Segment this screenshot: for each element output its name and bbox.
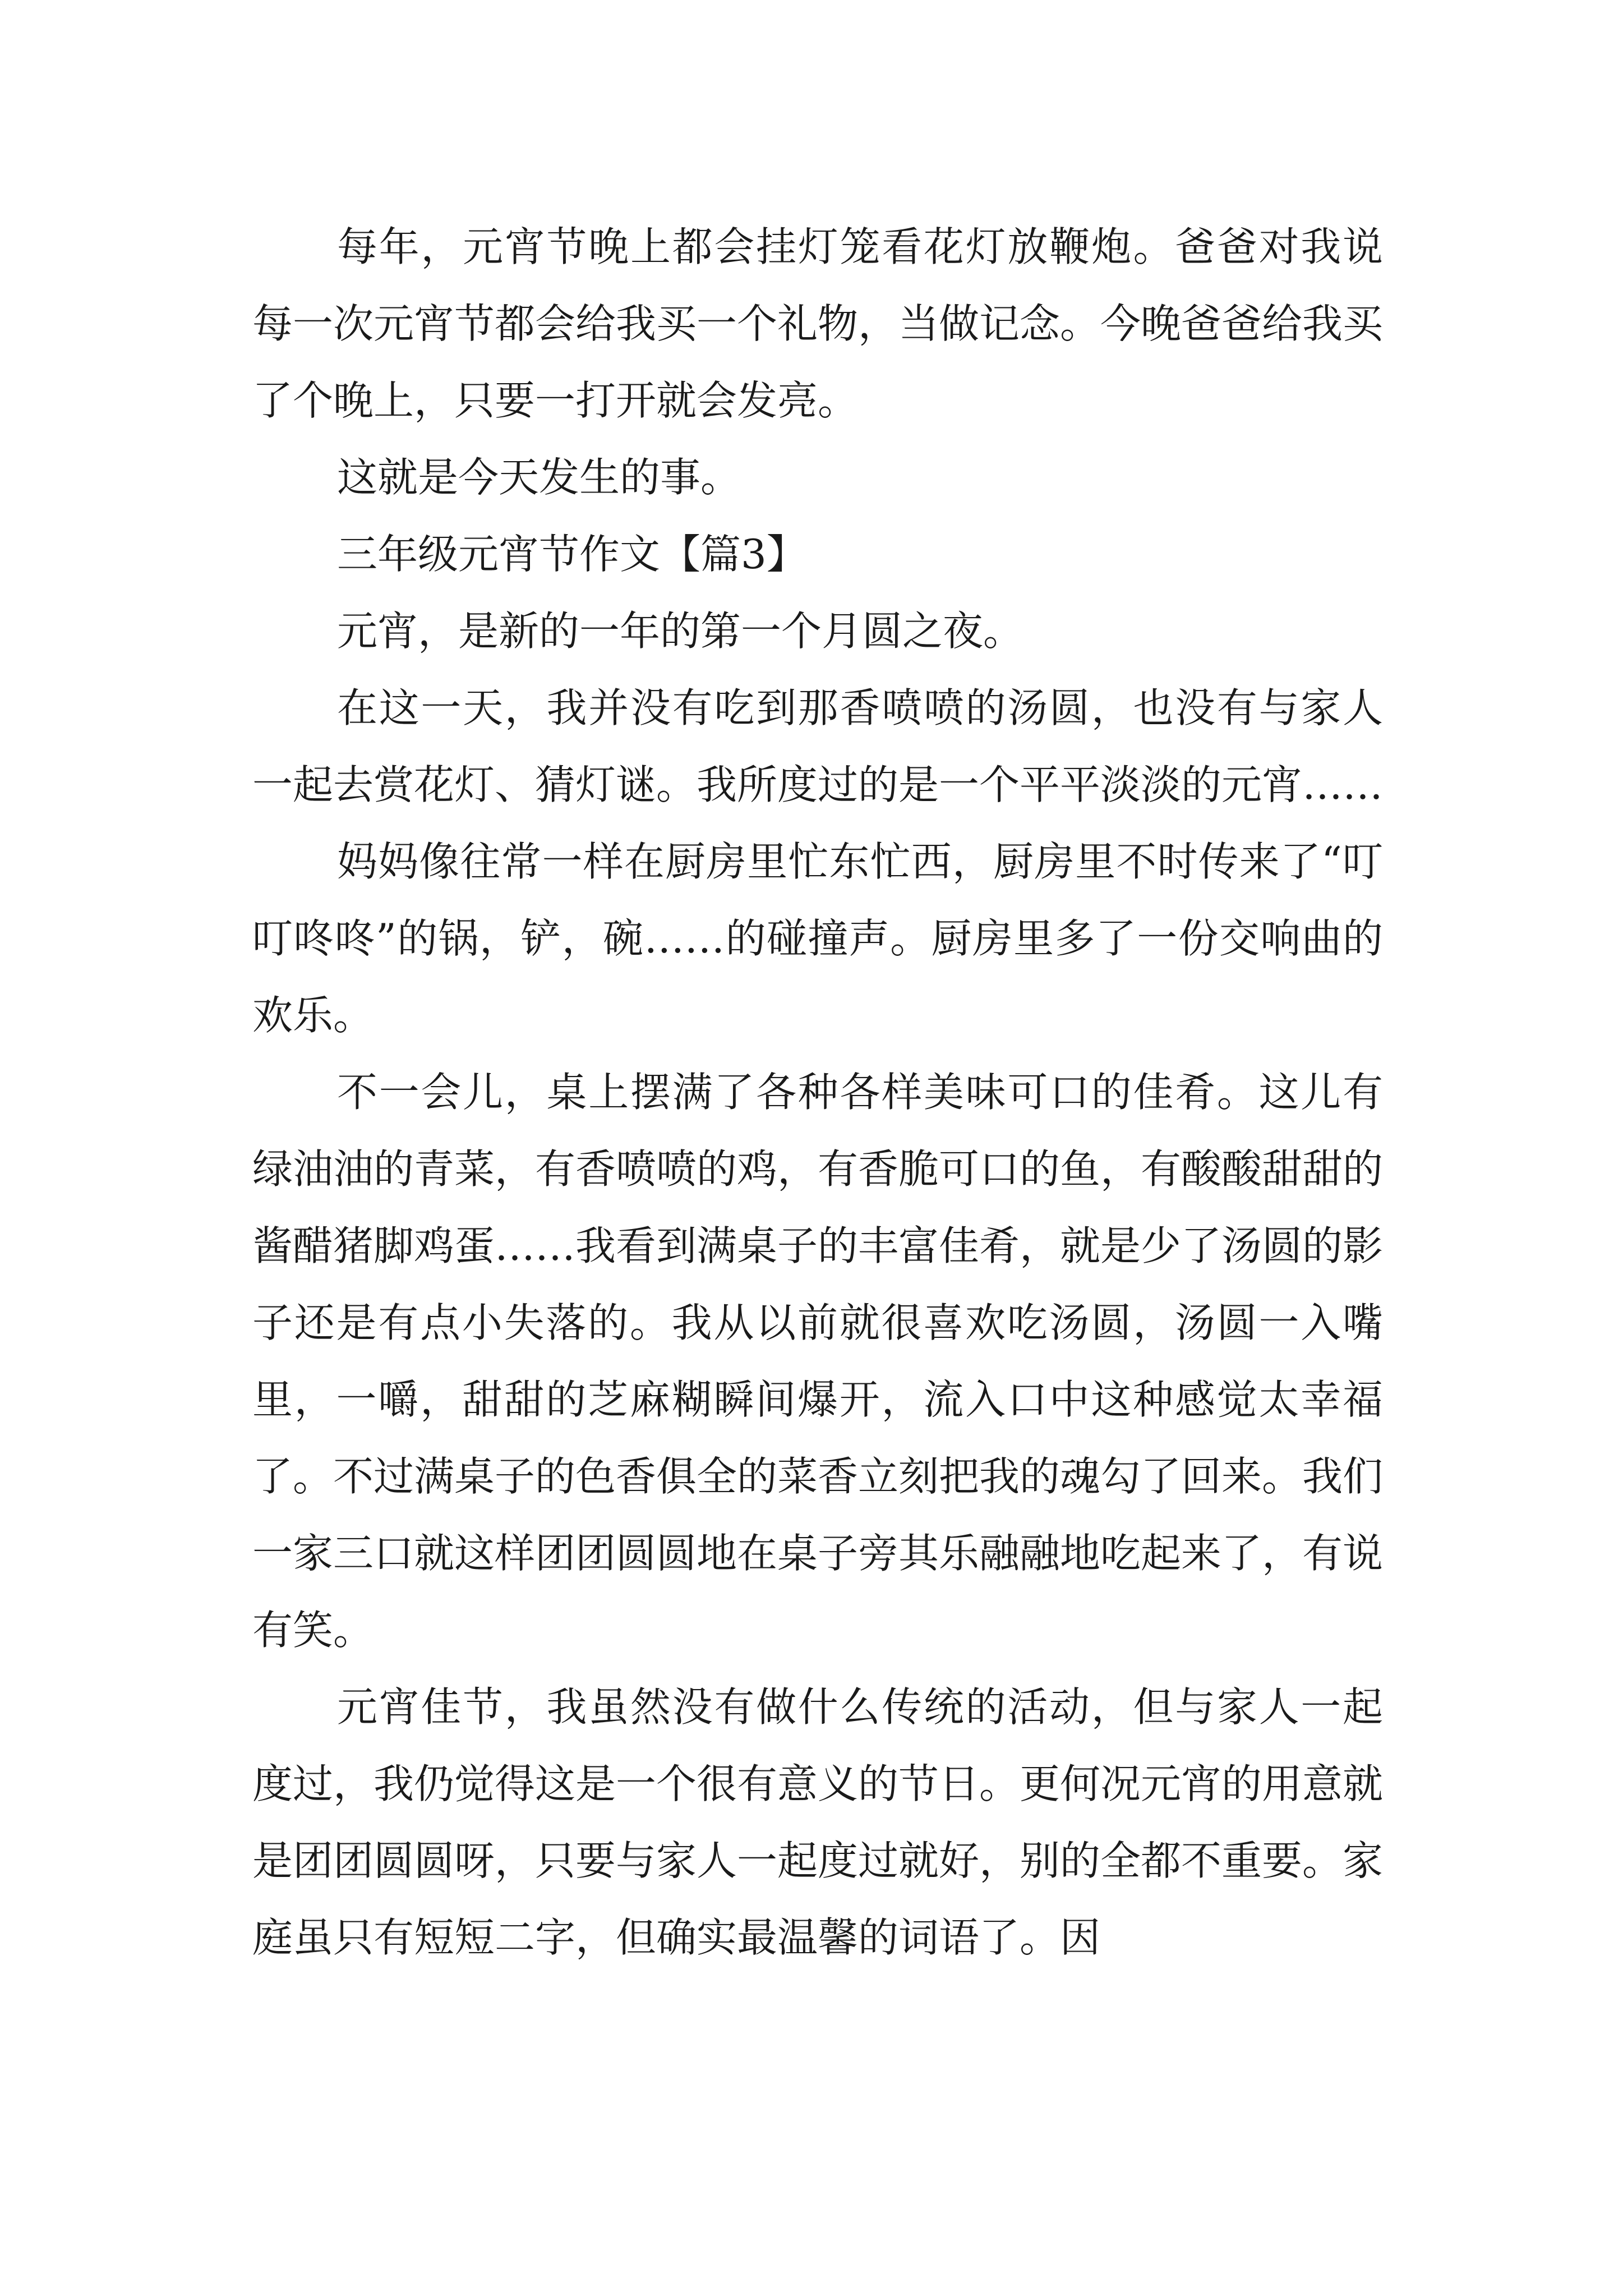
paragraph: 妈妈像往常一样在厨房里忙东忙西，厨房里不时传来了“叮叮咚咚”的锅，铲，碗……的碰撞声。厨房里多了一份交响曲的欢乐。 <box>252 838 1383 1039</box>
document-body <box>252 209 1383 1976</box>
paragraph: 每年，元宵节晚上都会挂灯笼看花灯放鞭炮。爸爸对我说每一次元宵节都会给我买一个礼物，当做记念。今晚爸爸给我买了个晚上，只要一打开就会发亮。 <box>252 223 1384 424</box>
paragraph: 元宵佳节，我虽然没有做什么传统的活动，但与家人一起度过，我仍觉得这是一个很有意义的节日。更何况元宵的用意就是团团圆圆呀，只要与家人一起度过就好，别的全都不重要。家庭虽只有短短二字，但确实最温馨的词语了。因 <box>252 1683 1384 1961</box>
paragraph: 不一会儿，桌上摆满了各种各样美味可口的佳肴。这儿有绿油油的青菜，有香喷喷的鸡，有香脆可口的鱼，有酸酸甜甜的酱醋猪脚鸡蛋……我看到满桌子的丰富佳肴，就是少了汤圆的影子还是有点小失落的。我从以前就很喜欢吃汤圆，汤圆一入嘴里，一嚼，甜甜的芝麻糊瞬间爆开，流入口中这种感觉太幸福了。不过满桌子的色香俱全的菜香立刻把我的魂勾了回来。我们一家三口就这样团团圆圆地在桌子旁其乐融融地吃起来了，有说有笑。 <box>252 1069 1384 1654</box>
paragraph: 元宵，是新的一年的第一个月圆之夜。 <box>337 608 1024 655</box>
paragraph: 这就是今天发生的事。 <box>337 454 741 501</box>
section-heading: 三年级元宵节作文【篇3】 <box>337 531 807 578</box>
paragraph: 在这一天，我并没有吃到那香喷喷的汤圆，也没有与家人一起去赏花灯、猜灯谜。我所度过的是一个平平淡淡的元宵…… <box>252 684 1384 808</box>
